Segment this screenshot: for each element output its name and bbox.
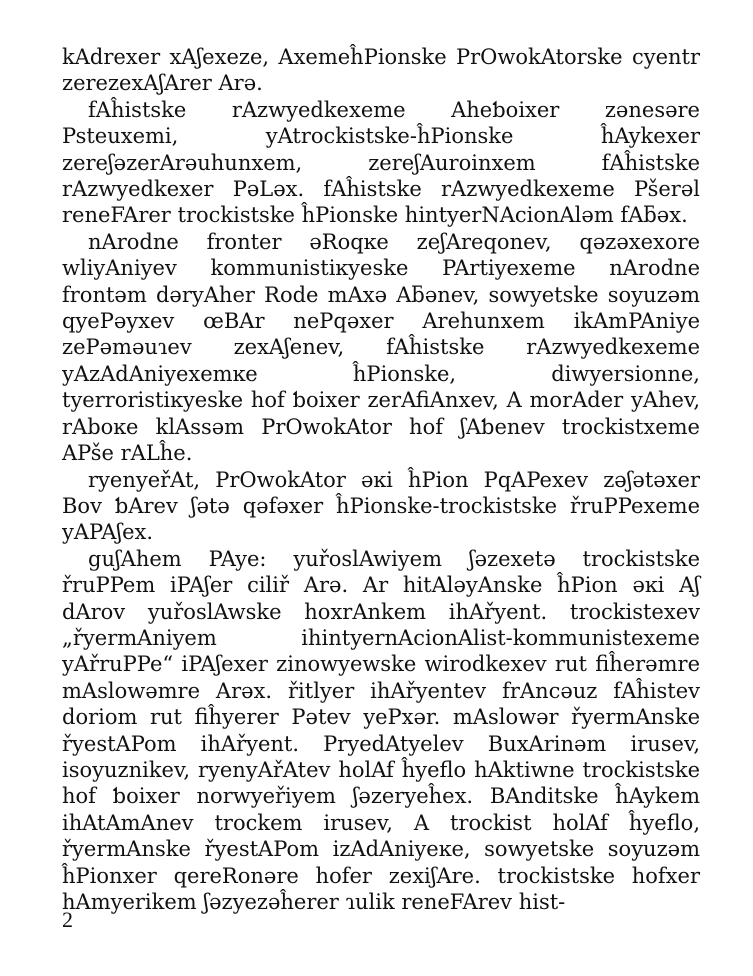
paragraph-1: kAdrexer xAʃexeze, AxemeĥPionske PrOwokAtorske cyentr zerezexAʃArer Arə. xyxy=(62,45,700,96)
paragraph-5: guʃAhem PAye: yuřoslAwiyem ʃəzexetə trockistske řruPPem iPAʃer ciliř Arə. Ar hitAləyAnske ĥPion əĸi Aʃ dArov yuřoslAwske hoxrAnkem ihAřyent. trockistexev „řyermAniyem ihintyernAcionAlist-kommunistexeme yAřruPPe“ iPAʃexer zinowyewske wirodkexev rut fiĥerəmre mAslowəmre Arəx. řitlyer ihAřyentev frAncəuz fAĥistev doriom rut fiĥyerer Pətev yePxər. mAslowər řyermAnske řyestAPom ihAřyent. PryedAtyelev BuxArinəm irusev, isoyuznikev, ryenyAřAtev holAf ĥyeflo hAktiwne trockistske hof ƅoixer norwyeřiyem ʃəzeryeĥex. BAnditske ĥAykem ihAtAmAnev trockem irusev, A trockist holAf ĥyeflo, řyermAnske řyestAPom izAdAniyeĸe, sowyetske soyuzəm ĥPionxer qereRonəre hofer zexiʃAre. trockistske hofxer hAmyerikem ʃəzyezəĥerer ɿulik reneFArev hist- xyxy=(62,546,700,914)
body-text xyxy=(62,44,700,915)
paragraph-4: ryenyeřAt, PrOwokAtor əĸi ĥPion PqAPexev zəʃətəxer Bov ƅArev ʃətə qəfəxer ĥPionske-trockistske řruPPexeme yAPAʃex. xyxy=(62,467,700,545)
paragraph-3: nArodne fronter əRoqĸe zeʃAreqonev, qəzəxexore wliyAniyev kommunistiĸyeske PArtiyexeme nArodne frontəm dəryAher Rode mAxə Aƃənev, sowyetske soyuzəm qyePəyxev œBAr nePqəxer Arehunxem ikAmPAniye zePəməuɿev zexAʃenev, fAĥistske rAzwyedkexeme yAzAdAniyexemĸe ĥPionske, diwyersionne, tyerroristiĸyeske hof ƅoixer zerAfiAnxev, A morAder yAhev, rAboĸe klAssəm PrOwokAtor hof ʃAƅenev trockistxeme APše rALĥe. xyxy=(62,229,700,466)
paragraph-2: fAĥistske rAzwyedkexeme Aheƅoixer zənesəre Psteuxemi, yAtrockistske-ĥPionske ĥAykexer zereʃəzerArəuhunxem, zereʃAuroinxem fAĥistske rAzwyedkexer PəLəx. fAĥistske rAzwyedkexeme Pšerəl reneFArer trockistske ĥPionske hintyerNAcionAləm fAƃəx. xyxy=(62,97,700,228)
page-number: 2 xyxy=(62,907,73,932)
